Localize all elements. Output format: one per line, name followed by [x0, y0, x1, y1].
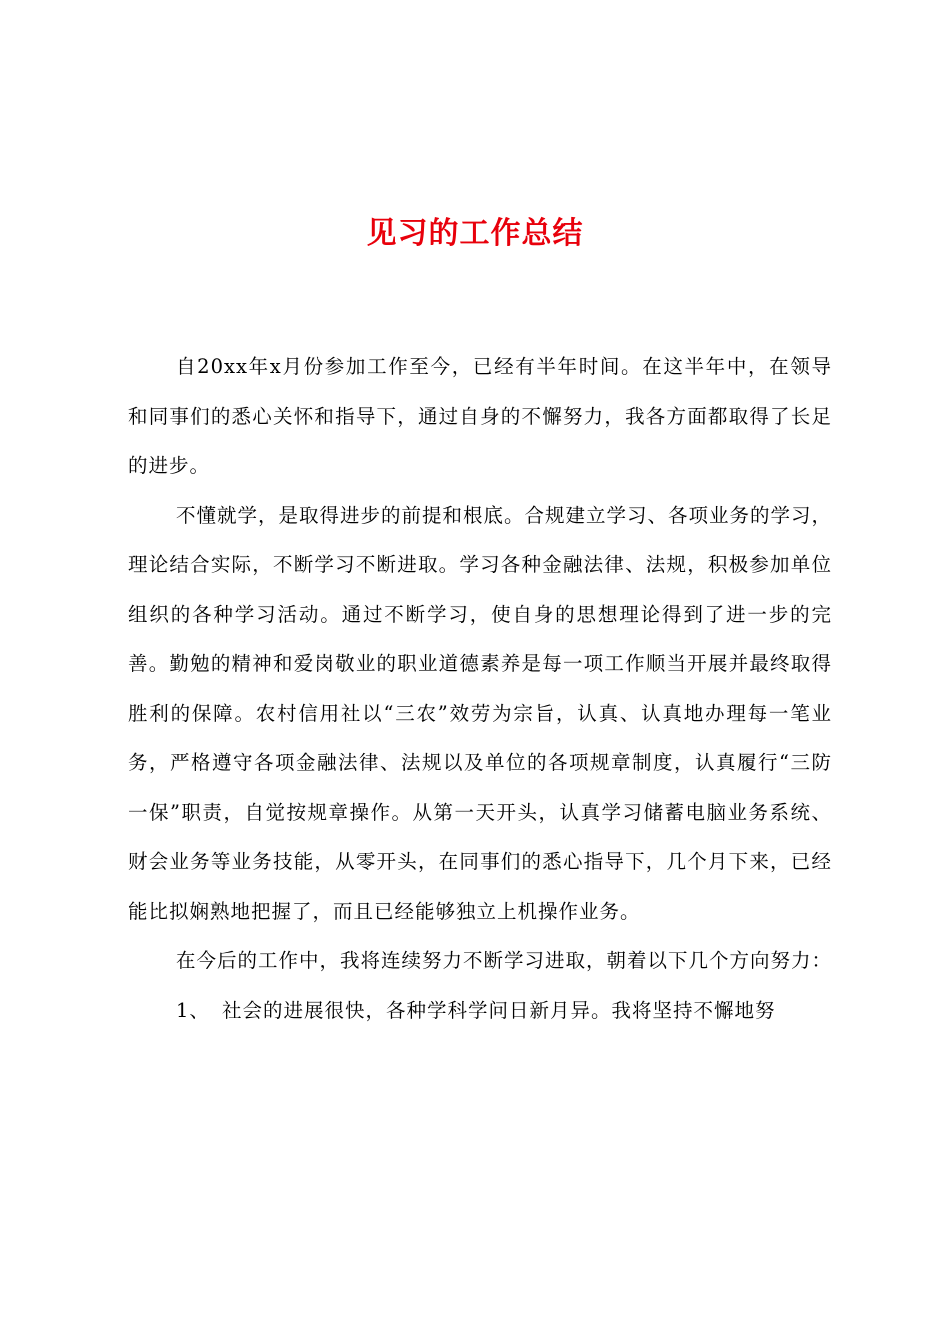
paragraph-intro: 自20xx年x月份参加工作至今，已经有半年时间。在这半年中，在领导和同事们的悉心关怀和指导下，通过自身的不懈努力，我各方面都取得了长足的进步。: [128, 355, 832, 477]
list-item-number: 1、: [176, 998, 210, 1022]
paragraph-learning: 不懂就学，是取得进步的前提和根底。合规建立学习、各项业务的学习，理论结合实际，不断学习不断进取。学习各种金融法律、法规，积极参加单位组织的各种学习活动。通过不断学习，使自身的思想理论得到了进一步的完善。勤勉的精神和爱岗敬业的职业道德素养是每一项工作顺当开展并最终取得胜利的保障。农村信用社以“三农”效劳为宗旨，认真、认真地办理每一笔业务，严格遵守各项金融法律、法规以及单位的各项规章制度，认真履行“三防一保”职责，自觉按规章操作。从第一天开头，认真学习储蓄电脑业务系统、财会业务等业务技能，从零开头，在同事们的悉心指导下，几个月下来，已经能比拟娴熟地把握了，而且已经能够独立上机操作业务。: [128, 503, 833, 923]
list-item-text: 社会的进展很快，各种学科学问日新月异。我将坚持不懈地努: [222, 998, 776, 1022]
document-title: 见习的工作总结: [366, 216, 584, 251]
paragraph-future: 在今后的工作中，我将连续努力不断学习进取，朝着以下几个方向努力：: [176, 949, 833, 972]
document-body: [128, 342, 832, 1035]
list-item: [128, 986, 832, 1036]
